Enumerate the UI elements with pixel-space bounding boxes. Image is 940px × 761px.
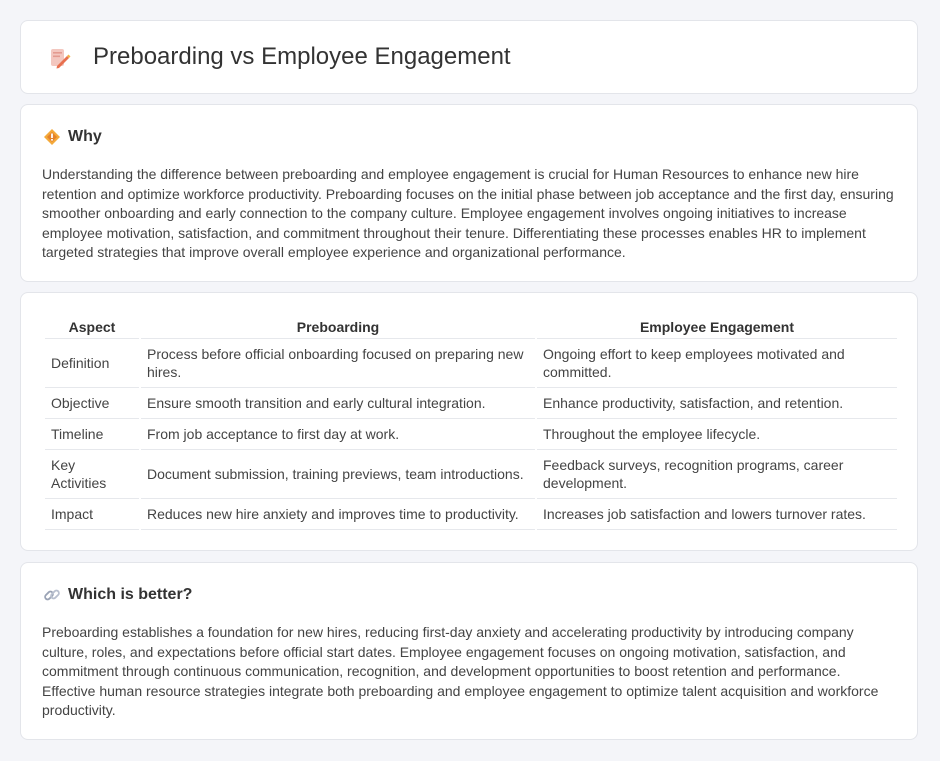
cell-aspect: Timeline [45, 418, 139, 449]
cell-preboarding: Document submission, training previews, team introductions. [141, 449, 535, 498]
why-text: Understanding the difference between preboarding and employee engagement is crucial for Human Resources to enhance new hire retention and optimize workforce productivity. Preboarding focuses on the initial phase between job acceptance and the first day, ensuring smoother onboarding and early connection to the company culture. Employee engagement involves ongoing initiatives to increase employee motivation, satisfaction, and commitment throughout their tenure. Differentiating these processes enables HR to implement targeted strategies that improve overall employee experience and organizational performance. [42, 166, 894, 261]
why-section [20, 104, 918, 282]
which-is-better-section [20, 562, 918, 740]
cell-engagement: Throughout the employee lifecycle. [537, 418, 897, 449]
cell-aspect: Objective [45, 387, 139, 418]
table-row [45, 387, 897, 418]
cell-engagement: Ongoing effort to keep employees motivated and committed. [537, 338, 897, 387]
comparison-section [20, 292, 918, 551]
header-preboarding: Preboarding [296, 319, 380, 335]
cell-preboarding: From job acceptance to first day at work. [141, 418, 535, 449]
link-icon [43, 586, 61, 604]
table-header-row [45, 315, 897, 338]
table-row [45, 338, 897, 387]
diamond-warning-icon [43, 128, 61, 146]
cell-aspect: Key Activities [45, 449, 139, 498]
cell-engagement: Increases job satisfaction and lowers turnover rates. [537, 498, 897, 530]
table-row [45, 449, 897, 498]
page-title: Preboarding vs Employee Engagement [93, 43, 511, 70]
cell-engagement: Feedback surveys, recognition programs, career development. [537, 449, 897, 498]
document-pen-icon [47, 46, 71, 70]
better-text: Preboarding establishes a foundation for new hires, reducing first-day anxiety and accelerating productivity by introducing company culture, roles, and expectations before official start dates. Employee engagement focuses on ongoing motivation, satisfaction, and commitment through continuous communication, recognition, and development opportunities to boost retention and performance. Effective human resource strategies integrate both preboarding and employee engagement to optimize talent acquisition and workforce productivity. [42, 624, 879, 719]
why-heading: Why [68, 128, 102, 145]
title-card [20, 20, 918, 94]
comparison-table [43, 315, 899, 530]
header-employee-engagement: Employee Engagement [639, 319, 795, 335]
table-row [45, 418, 897, 449]
cell-preboarding: Reduces new hire anxiety and improves time to productivity. [141, 498, 535, 530]
table-row [45, 498, 897, 530]
cell-aspect: Impact [45, 498, 139, 530]
cell-preboarding: Ensure smooth transition and early cultural integration. [141, 387, 535, 418]
cell-preboarding: Process before official onboarding focused on preparing new hires. [141, 338, 535, 387]
header-aspect: Aspect [68, 319, 116, 335]
cell-engagement: Enhance productivity, satisfaction, and retention. [537, 387, 897, 418]
cell-aspect: Definition [45, 338, 139, 387]
better-heading: Which is better? [68, 586, 193, 603]
